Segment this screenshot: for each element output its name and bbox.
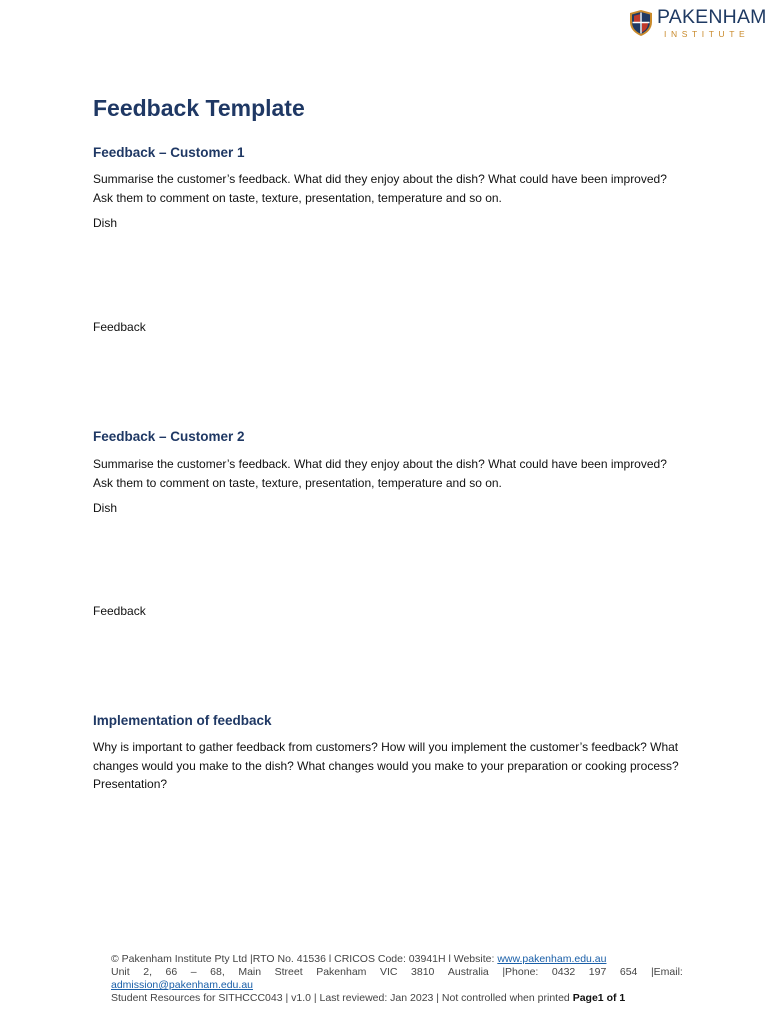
address-word: VIC (379, 966, 398, 978)
page-title: Feedback Template (93, 95, 305, 121)
address-word: 2, (143, 966, 152, 978)
logo-subtitle: INSTITUTE (664, 28, 750, 39)
page-of: of (606, 992, 617, 1004)
address-word: |Email: (650, 966, 683, 978)
address-word: 0432 (551, 966, 576, 978)
logo-name: PAKENHAM (657, 6, 767, 28)
address-word: 68, (210, 966, 225, 978)
address-word: Street (274, 966, 303, 978)
customer-1-dish-label: Dish (93, 216, 118, 230)
customer-1-instruction: Summarise the customer’s feedback. What did they enjoy about the dish? What could have been improved? Ask them to comment on taste, texture, presentation, temperature and so on. (93, 172, 667, 205)
address-word: 197 (588, 966, 607, 978)
email-link[interactable]: admission@pakenham.edu.au (111, 979, 253, 991)
page-footer (111, 953, 683, 1005)
implementation-question: Why is important to gather feedback from customers? How will you implement the customer’s feedback? What changes would you make to the dish? What changes would you make to your preparation or cooking process? Presentation? (93, 740, 679, 791)
shield-crest-icon (628, 9, 654, 37)
address-word: Main (238, 966, 262, 978)
address-word: 66 (165, 966, 178, 978)
address-word: – (190, 966, 197, 978)
customer-2-heading: Feedback – Customer 2 (93, 429, 245, 444)
address-word: 3810 (411, 966, 435, 978)
address-word: Australia (447, 966, 489, 978)
address-word: Unit (111, 966, 130, 978)
address-word: Pakenham (316, 966, 367, 978)
footer-version-info: Student Resources for SITHCCC043 | v1.0 | Last reviewed: Jan 2023 | Not controlled when printed (111, 992, 570, 1004)
footer-address-line (111, 966, 683, 979)
footer-copyright: © Pakenham Institute Pty Ltd |RTO No. 41536 l CRICOS Code: 03941H l Website: (111, 953, 495, 965)
implementation-heading: Implementation of feedback (93, 713, 272, 728)
customer-2-dish-label: Dish (93, 501, 118, 515)
customer-1-heading: Feedback – Customer 1 (93, 145, 245, 160)
page-current: 1 (597, 992, 604, 1004)
customer-2-feedback-label: Feedback (93, 604, 146, 618)
footer-copyright-line (111, 953, 683, 966)
footer-email-line (111, 979, 683, 992)
pakenham-logo (628, 8, 767, 38)
website-link[interactable]: www.pakenham.edu.au (497, 953, 607, 965)
customer-1-feedback-label: Feedback (93, 320, 146, 334)
customer-2-instruction: Summarise the customer’s feedback. What did they enjoy about the dish? What could have been improved? Ask them to comment on taste, texture, presentation, temperature and so on. (93, 457, 667, 490)
address-word: 654 (619, 966, 638, 978)
footer-version-line (111, 992, 683, 1005)
page-label: Page (572, 992, 598, 1004)
page-total: 1 (619, 992, 626, 1004)
address-word: |Phone: (502, 966, 539, 978)
